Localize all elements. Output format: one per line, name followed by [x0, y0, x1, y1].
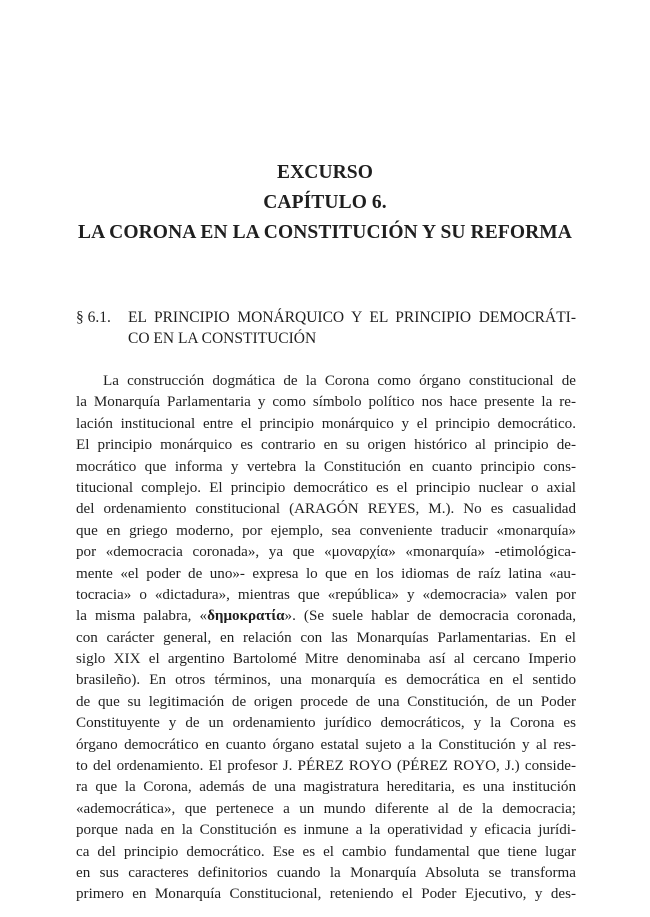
chapter-heading — [0, 158, 650, 248]
section-number: § 6.1. — [76, 309, 111, 326]
paragraph-line: porque nada en la Constitución es inmune a la operatividad y eficacia jurídi- — [76, 822, 576, 839]
paragraph-line: tocracia» o «dictadura», mientras que «república» y «democracia» valen por — [76, 586, 576, 603]
paragraph-line: primero en Monarquía Constitucional, reteniendo el Poder Ejecutivo, y des- — [76, 886, 576, 903]
line-segment: la misma palabra, « — [76, 608, 208, 625]
paragraph-line: mocrático que informa y vertebra la Constitución en cuanto principio cons- — [76, 458, 576, 475]
paragraph-line: órgano democrático en cuanto órgano estatal sujeto a la Constitución y al res- — [76, 736, 576, 753]
line-segment: ». (Se suele hablar de democracia coronada, — [284, 608, 576, 625]
paragraph-line: en sus caracteres definitorios cuando la Monarquía Absoluta se transforma — [76, 864, 576, 881]
paragraph-line: con carácter general, en relación con las Monarquías Parlamentarias. En el — [76, 629, 576, 646]
greek-term: δημοκρατία — [207, 608, 285, 625]
paragraph-line: El principio monárquico es contrario en su origen histórico al principio de- — [76, 437, 576, 454]
paragraph-line-mixed — [76, 606, 576, 627]
paragraph-line: to del ordenamiento. El profesor J. PÉREZ ROYO (PÉREZ ROYO, J.) conside- — [76, 758, 576, 775]
paragraph-line: titucional complejo. El principio democrático es el principio nuclear o axial — [76, 479, 576, 496]
paragraph-line: ca del principio democrático. Ese es el cambio fundamental que tiene lugar — [76, 843, 576, 860]
paragraph-line: por «democracia coronada», ya que «μοναρχία» «monarquía» -etimológica- — [76, 544, 576, 561]
paragraph-line: del ordenamiento constitucional (ARAGÓN REYES, M.). No es casualidad — [76, 501, 576, 518]
paragraph-line: lación institucional entre el principio monárquico y el principio democrático. — [76, 415, 576, 432]
chapter-number: CAPÍTULO 6. — [263, 192, 387, 213]
paragraph-line: «ademocrática», que pertenece a un mundo diferente al de la democracia; — [76, 800, 576, 817]
section-title-line: CO EN LA CONSTITUCIÓN — [128, 330, 317, 348]
paragraph-line: ra que la Corona, además de una magistratura hereditaria, es una institución — [76, 779, 576, 796]
paragraph-line: Constituyente y de un ordenamiento jurídico democráticos, y la Corona es — [76, 715, 576, 732]
chapter-title: LA CORONA EN LA CONSTITUCIÓN Y SU REFORMA — [77, 222, 572, 243]
paragraph-line: La construcción dogmática de la Corona como órgano constitucional de — [103, 373, 576, 389]
paragraph-line: la Monarquía Parlamentaria y como símbolo político nos hace presente la re- — [76, 394, 576, 411]
section-title-line: EL PRINCIPIO MONÁRQUICO Y EL PRINCIPIO DEMOCRÁTI- — [128, 309, 576, 326]
body-paragraph — [76, 371, 576, 906]
paragraph-line: brasileño). En otros términos, una monarquía es democrática en el sentido — [76, 672, 576, 689]
paragraph-line: siglo XIX el argentino Bartolomé Mitre denominaba así al cercano Imperio — [76, 651, 576, 668]
excursus-label: EXCURSO — [276, 162, 374, 183]
paragraph-line: de que su legitimación de origen procede de una Constitución, de un Poder — [76, 693, 576, 710]
paragraph-line: que en griego moderno, por ejemplo, sea conveniente traducir «monarquía» — [76, 522, 576, 539]
section-title — [128, 308, 576, 351]
paragraph-line: mente «el poder de uno»- expresa lo que en los idiomas de raíz latina «au- — [76, 565, 576, 582]
